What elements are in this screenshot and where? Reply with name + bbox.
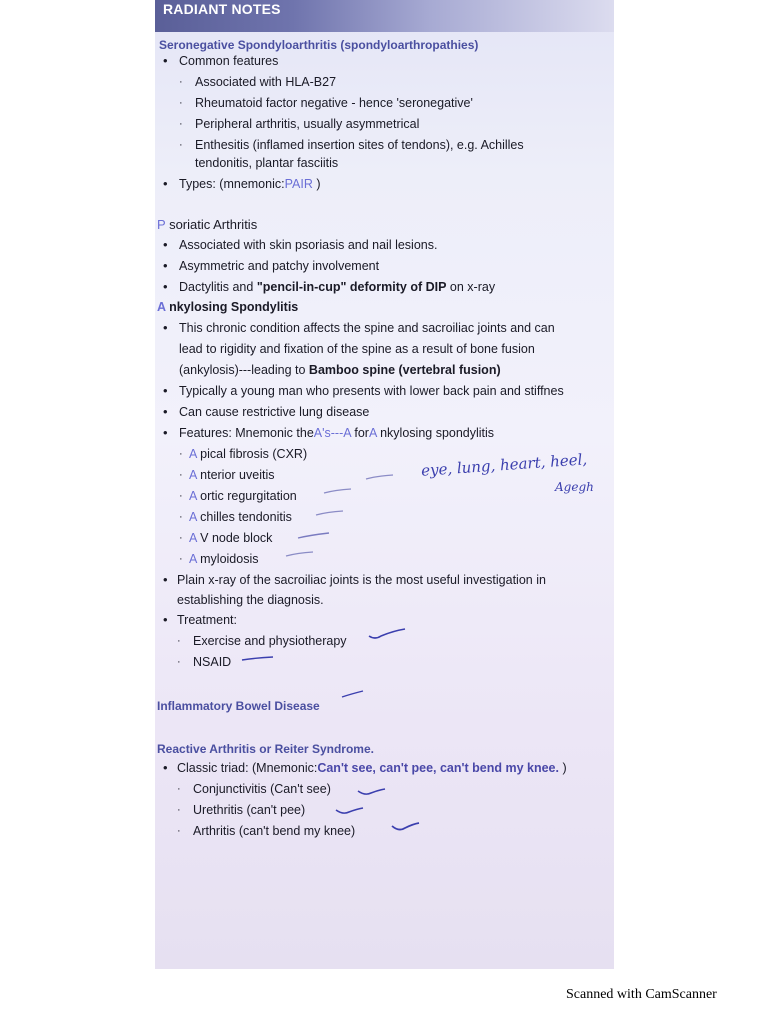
ankylosing-point-3: Can cause restrictive lung disease xyxy=(179,405,370,419)
bullet: • xyxy=(163,425,168,440)
classic-triad: Classic triad: (Mnemonic:Can't see, can't pee, can't bend my knee. ) xyxy=(177,761,567,775)
sub-bullet: · xyxy=(177,804,181,816)
section-heading-reactive: Reactive Arthritis or Reiter Syndrome. xyxy=(157,742,374,756)
feature-hla-b27: Associated with HLA-B27 xyxy=(195,75,337,89)
scanned-page xyxy=(155,0,614,969)
sub-bullet: · xyxy=(177,825,181,837)
treatment-exercise: Exercise and physiotherapy xyxy=(193,634,347,648)
pen-tick-icon xyxy=(357,787,387,797)
triad-arthritis: Arthritis (can't bend my knee) xyxy=(193,824,356,838)
handwritten-note-2: Agegh xyxy=(555,480,594,494)
feature-item: A myloidosis xyxy=(189,552,259,566)
feature-item: A chilles tendonitis xyxy=(189,510,292,524)
sub-bullet: · xyxy=(179,553,183,565)
psoriatic-point-3: Dactylitis and "pencil-in-cup" deformity of DIP on x-ray xyxy=(179,280,496,294)
sub-bullet: · xyxy=(179,139,183,151)
pen-tick-icon xyxy=(285,551,315,559)
feature-enthesitis: Enthesitis (inflamed insertion sites of tendons), e.g. Achilles xyxy=(195,138,524,152)
feature-peripheral-arthritis: Peripheral arthritis, usually asymmetrical xyxy=(195,117,420,131)
treatment-label: Treatment: xyxy=(177,613,237,627)
bullet: • xyxy=(163,572,168,587)
bullet: • xyxy=(163,237,168,252)
pen-tick-icon xyxy=(241,655,275,663)
sub-bullet: · xyxy=(179,532,183,544)
bullet: • xyxy=(163,383,168,398)
treatment-nsaid: NSAID xyxy=(193,655,232,669)
pen-tick-icon xyxy=(323,488,353,496)
section-heading-ibd: Inflammatory Bowel Disease xyxy=(157,699,320,713)
mnemonic-pair: PAIR xyxy=(284,177,313,191)
pen-tick-icon xyxy=(315,510,345,518)
bullet: • xyxy=(163,279,168,294)
feature-item: A ortic regurgitation xyxy=(189,489,297,503)
header-band xyxy=(155,0,614,32)
section-heading-seronegative: Seronegative Spondyloarthritis (spondyloarthropathies) xyxy=(159,38,479,52)
sub-bullet: · xyxy=(179,469,183,481)
bullet: • xyxy=(163,176,168,191)
bullet: • xyxy=(163,53,168,68)
bullet: • xyxy=(163,404,168,419)
sub-bullet: · xyxy=(179,490,183,502)
sub-bullet: · xyxy=(179,76,183,88)
ankylosing-point-5-cont: establishing the diagnosis. xyxy=(177,593,324,607)
common-features-label: Common features xyxy=(179,54,279,68)
sub-bullet: · xyxy=(179,118,183,130)
ankylosing-point-1-cont: lead to rigidity and fixation of the spine as a result of bone fusion xyxy=(179,342,535,356)
feature-rf-negative: Rheumatoid factor negative - hence 'seronegative' xyxy=(195,96,473,110)
section-heading-ankylosing: A nkylosing Spondylitis xyxy=(157,300,299,314)
ankylosing-point-2: Typically a young man who presents with lower back pain and stiffnes xyxy=(179,384,564,398)
ankylosing-point-1: This chronic condition affects the spine and sacroiliac joints and can xyxy=(179,321,555,335)
scanner-footer: Scanned with CamScanner xyxy=(566,987,717,1002)
sub-bullet: · xyxy=(177,635,181,647)
sub-bullet: · xyxy=(179,448,183,460)
pen-tick-icon xyxy=(297,532,331,540)
pen-tick-icon xyxy=(341,690,365,700)
psoriatic-point-1: Associated with skin psoriasis and nail lesions. xyxy=(179,238,438,252)
bullet: • xyxy=(163,258,168,273)
ankylosing-point-4: Features: Mnemonic theA's---A forA nkylosing spondylitis xyxy=(179,426,495,440)
sub-bullet: · xyxy=(177,656,181,668)
pen-tick-icon xyxy=(335,806,365,816)
feature-item: A V node block xyxy=(189,531,273,545)
psoriatic-point-2: Asymmetric and patchy involvement xyxy=(179,259,380,273)
bullet: • xyxy=(163,760,168,775)
section-heading-psoriatic: P soriatic Arthritis xyxy=(157,217,258,232)
pen-tick-icon xyxy=(367,628,407,640)
pen-tick-icon xyxy=(391,821,421,833)
feature-item: A nterior uveitis xyxy=(189,468,275,482)
sub-bullet: · xyxy=(179,97,183,109)
triad-urethritis: Urethritis (can't pee) xyxy=(193,803,306,817)
sub-bullet: · xyxy=(177,783,181,795)
pen-tick-icon xyxy=(365,474,395,482)
header-title: RADIANT NOTES xyxy=(163,1,281,17)
bullet: • xyxy=(163,320,168,335)
ankylosing-point-5: Plain x-ray of the sacroiliac joints is the most useful investigation in xyxy=(177,573,546,587)
triad-conjunctivitis: Conjunctivitis (Can't see) xyxy=(193,782,331,796)
feature-item: A pical fibrosis (CXR) xyxy=(189,447,308,461)
ankylosing-point-1-cont2: (ankylosis)---leading to Bamboo spine (vertebral fusion) xyxy=(179,363,501,377)
bullet: • xyxy=(163,612,168,627)
types-line: Types: (mnemonic:PAIR ) xyxy=(179,177,321,191)
handwritten-note: eye, lung, heart, heel, xyxy=(420,450,588,480)
sub-bullet: · xyxy=(179,511,183,523)
feature-enthesitis-cont: tendonitis, plantar fasciitis xyxy=(195,156,339,170)
